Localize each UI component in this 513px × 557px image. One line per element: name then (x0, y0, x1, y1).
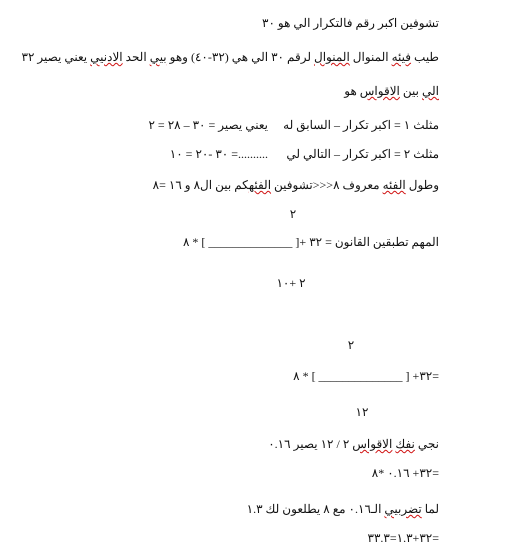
text-misspelled: تضربيي (384, 502, 422, 516)
line-modal-class (22, 50, 439, 64)
text: ١٢ (355, 405, 369, 419)
fraction-numerator-1 (290, 207, 296, 221)
line-formula-2 (293, 369, 439, 383)
line-triangle-1 (283, 118, 439, 132)
text: ٢ (347, 338, 355, 352)
text: ..........= ٣٠ -٢٠ = ١٠ (169, 147, 268, 161)
text-misspelled: نفك (395, 437, 415, 451)
text: مثلث ٢ = اكبر تكرار – التالي لي (286, 147, 439, 161)
text: وطول (405, 178, 439, 192)
text: مثلث ١ = اكبر تكرار – السابق له (283, 118, 439, 132)
text: يعني يصير ٣٢ (21, 50, 91, 64)
line-formula-1 (183, 235, 439, 249)
text: معروف ٨<<<تشوفين (271, 178, 383, 192)
text-misspelled: الاقواس (352, 437, 393, 451)
text: ٢ (289, 207, 297, 221)
text: لما (421, 502, 439, 516)
line-class-width (153, 178, 439, 192)
text: طيب (411, 50, 439, 64)
text: ٢ +١٠ (276, 276, 306, 290)
text: هو (344, 84, 360, 98)
text: الـ٠.١٦ مع ٨ يطلعون لك ١.٣ (246, 502, 385, 516)
text: يعني يصير = ٣٠ – ٢٨ = ٢ (148, 118, 268, 132)
text-misspelled: الفئه (382, 178, 406, 192)
text: المنوال (349, 50, 392, 64)
text: =٣٢+ ٠.١٦ *٨ (371, 466, 439, 480)
fraction-numerator-3 (356, 405, 369, 419)
text-misspelled: الاقواس (359, 84, 400, 98)
line-multiply (247, 502, 439, 516)
text: بين (399, 84, 422, 98)
text-misspelled: بيي (149, 50, 167, 64)
line-between-brackets (344, 84, 439, 98)
text: =٣٢+١.٣=٣٣.٣ (367, 531, 439, 545)
line-final-result (368, 531, 439, 545)
text: ٢ / ١٢ يصير ٠.١٦ (268, 437, 353, 451)
line-triangle-2 (286, 147, 439, 161)
text: كم بين ال٨ و ١٦ =٨ (152, 178, 249, 192)
text-misspelled: المنوال (313, 50, 350, 64)
text-misspelled: الادنيي (90, 50, 123, 64)
line-most-frequent (262, 16, 439, 30)
text: المهم تطبقين القانون = ٣٢ +[ ______________ ] * ٨ (182, 235, 439, 249)
fraction-numerator-2 (348, 338, 354, 352)
line-formula-3 (372, 466, 439, 480)
text-misspelled: الي (422, 84, 439, 98)
text: =٣٢+ [ ______________ ] * ٨ (293, 369, 439, 383)
text-misspelled: الفئه (248, 178, 272, 192)
line-triangle-2-result (170, 147, 268, 161)
text-misspelled: فيئه (391, 50, 412, 64)
text: تشوفين اكبر رقم فالتكرار الي هو ٣٠ (262, 16, 439, 30)
text: لرقم ٣٠ الي هي (٣٢-٤٠) وهو (166, 50, 314, 64)
line-open-brackets (268, 437, 439, 451)
fraction-denominator-1 (276, 276, 305, 290)
text: الحد (122, 50, 150, 64)
text: نجي (414, 437, 439, 451)
line-triangle-1-result (148, 118, 268, 132)
